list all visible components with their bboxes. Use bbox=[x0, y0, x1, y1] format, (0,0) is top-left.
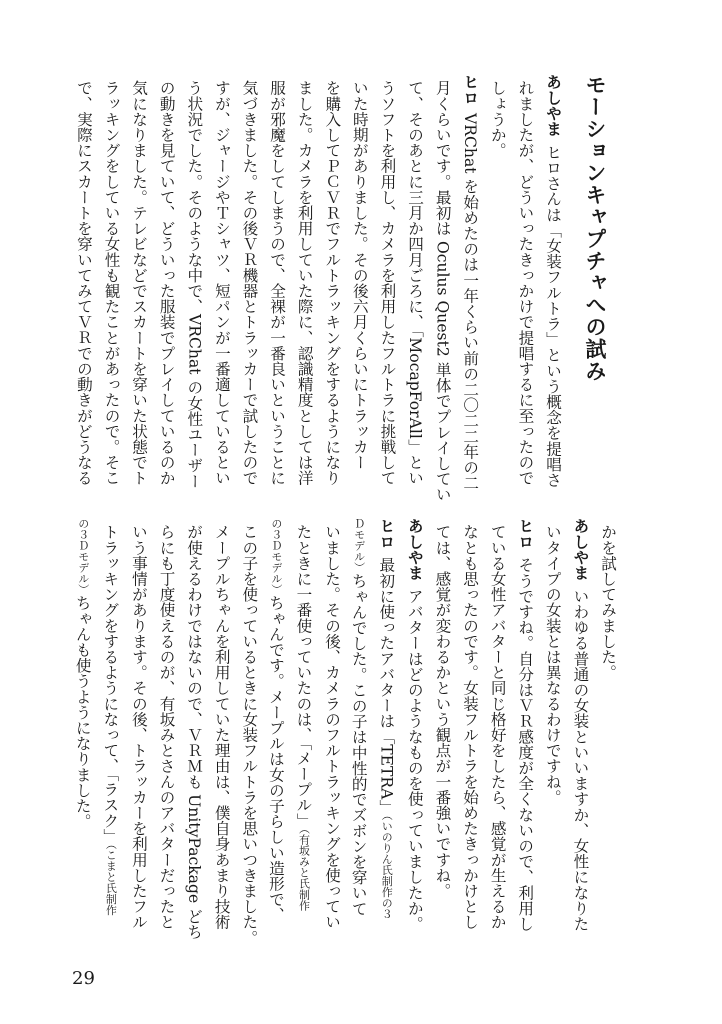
line-text: の動きを見ていて、どういった服装でプレイしているのか bbox=[157, 80, 176, 486]
line-text: 気づきました。その後ＶＲ機器とトラッカーで試したので bbox=[240, 80, 259, 486]
text-line bbox=[207, 518, 235, 958]
text-line bbox=[290, 518, 318, 958]
line-text: れましたが、どういったきっかけで提唱するに至ったので bbox=[516, 80, 535, 486]
line-text: て、そのあとに三月か四月ごろに、「MocapForAll」とい bbox=[406, 80, 425, 486]
line-text: で、実際にスカートを穿いてみてＶＲでの動きがどうなる bbox=[74, 80, 93, 486]
speaker-label: あしやま bbox=[544, 74, 562, 137]
text-line bbox=[69, 518, 97, 958]
line-text: いう事情があります。その後、トラッカーを利用したフル bbox=[129, 524, 148, 930]
line-text: 気になりました。テレビなどでスカートを穿いた状態でト bbox=[130, 80, 149, 486]
text-line bbox=[125, 74, 153, 504]
speaker-label: ヒロ bbox=[461, 74, 480, 106]
text-line bbox=[483, 518, 511, 958]
text-line bbox=[345, 518, 373, 958]
annotation-note: の３Ｄモデル） bbox=[76, 518, 90, 595]
annotation-note: Ｄモデル） bbox=[352, 518, 366, 573]
text-line bbox=[124, 518, 152, 958]
line-text: そうですね。自分はＶＲ感度が全くないので、利用し bbox=[516, 557, 535, 932]
line-text: ヒロさんは「女装フルトラ」という概念を提唱さ bbox=[544, 144, 562, 488]
text-line bbox=[511, 518, 539, 958]
line-text: ちゃんでした。この子は中性的でズボンを穿いて bbox=[349, 573, 368, 917]
annotation-note: （いのりん氏制作の３ bbox=[380, 815, 394, 920]
text-line bbox=[180, 74, 208, 504]
line-text: 服が邪魔をしてしまうので、全裸が一番良いということに bbox=[268, 80, 287, 486]
line-text: ラッキングをしている女性も観たことがあったので。そこ bbox=[102, 80, 121, 486]
text-line bbox=[428, 74, 456, 504]
line-text: らにも丁度使えるのが、有坂みとさんのアバターだったと bbox=[157, 524, 176, 930]
line-text: ては、感覚が変わるかという観点が一番強いですね。 bbox=[433, 524, 452, 899]
line-text: いた時期がありました。その後六月くらいにトラッカー bbox=[350, 80, 369, 470]
line-text: うソフトを利用し、カメラを利用したフルトラに挑戦して bbox=[378, 80, 397, 486]
text-line bbox=[290, 74, 318, 504]
text-line bbox=[97, 74, 125, 504]
speaker-label: ヒロ bbox=[377, 518, 396, 550]
line-text: いました。その後、カメラのフルトラッキングを使ってい bbox=[323, 524, 342, 930]
text-line bbox=[235, 74, 263, 504]
text-line bbox=[207, 74, 235, 504]
text-line bbox=[180, 518, 208, 958]
text-line bbox=[511, 74, 539, 504]
text-line bbox=[152, 74, 180, 504]
line-text: メープルちゃんを利用していた理由は、僕自身あまり技術 bbox=[212, 524, 231, 930]
line-text: かを試してみました。 bbox=[599, 524, 617, 680]
speaker-label: ヒロ bbox=[516, 518, 535, 550]
line-text: ちゃんです。メープルは女の子らしい造形で、 bbox=[266, 595, 285, 923]
line-text: ました。カメラを利用していた際に、認識精度としては洋 bbox=[295, 80, 314, 486]
text-line bbox=[538, 518, 566, 958]
text-line bbox=[373, 518, 401, 958]
line-text: 月くらいです。最初は Oculus Quest2 単体でプレイしてい bbox=[433, 80, 452, 503]
line-text: トラッキングをするようになって、「ラスク」 bbox=[101, 524, 120, 844]
text-line bbox=[262, 518, 290, 958]
text-line bbox=[235, 518, 263, 958]
text-line bbox=[455, 518, 483, 958]
upper-text-block bbox=[69, 74, 610, 504]
text-line bbox=[317, 518, 345, 958]
line-text: この子を使っているときに女装フルトラを思いつきました。 bbox=[240, 524, 259, 946]
line-text: アバターはどのようなものを使っていましたか。 bbox=[405, 588, 424, 932]
text-line bbox=[538, 74, 566, 504]
page-number: 29 bbox=[72, 968, 95, 989]
speaker-label: あしやま bbox=[571, 518, 590, 581]
line-text: を購入してＰＣＶＲでフルトラッキングをするようになり bbox=[323, 80, 342, 486]
text-line bbox=[345, 74, 373, 504]
text-line bbox=[262, 74, 290, 504]
line-text: ている女性アバターと同じ格好をしたら、感覚が生えるか bbox=[488, 524, 507, 930]
annotation-note: （有坂みと氏制作 bbox=[297, 828, 311, 911]
text-line bbox=[428, 518, 456, 958]
text-line bbox=[373, 74, 401, 504]
text-line bbox=[593, 518, 621, 958]
text-line bbox=[152, 518, 180, 958]
text-line bbox=[400, 518, 428, 958]
line-text: いタイプの女装とは異なるわけですね。 bbox=[543, 524, 562, 805]
line-text: たときに一番使っていたのは、「メープル」 bbox=[294, 524, 313, 829]
section-title: モーションキャプチャへの試み bbox=[583, 74, 607, 382]
line-text: が使えるわけではないので、ＶＲＭも UnityPackage どち bbox=[185, 524, 204, 940]
line-text: なとも思ったのです。女装フルトラを始めたきっかけとし bbox=[461, 524, 480, 930]
text-line bbox=[483, 74, 511, 504]
line-text: VRChat を始めたのは一年くらい前の二〇二二年の二 bbox=[461, 113, 480, 491]
text-line bbox=[69, 74, 97, 504]
annotation-note: （こまと氏制作 bbox=[104, 843, 118, 916]
speaker-label: あしやま bbox=[405, 518, 424, 581]
line-text: いわゆる普通の女装といいますか、女性になりた bbox=[571, 588, 590, 932]
line-text: ちゃんも使うようになりました。 bbox=[73, 595, 92, 829]
line-text: すが、ジャージやＴシャツ、短パンが一番適しているとい bbox=[212, 80, 231, 486]
text-line bbox=[566, 518, 594, 958]
line-text: う状況でした。そのような中で、VRChat の女性ユーザー bbox=[185, 80, 204, 489]
line-text: 最初に使ったアバターは「TETRA」 bbox=[377, 557, 396, 815]
text-line bbox=[318, 74, 346, 504]
text-line bbox=[400, 74, 428, 504]
annotation-note: の３Ｄモデル） bbox=[269, 518, 283, 595]
line-text: しょうか。 bbox=[488, 80, 507, 158]
text-line bbox=[456, 74, 484, 504]
lower-text-block bbox=[69, 518, 621, 958]
text-line bbox=[97, 518, 125, 958]
